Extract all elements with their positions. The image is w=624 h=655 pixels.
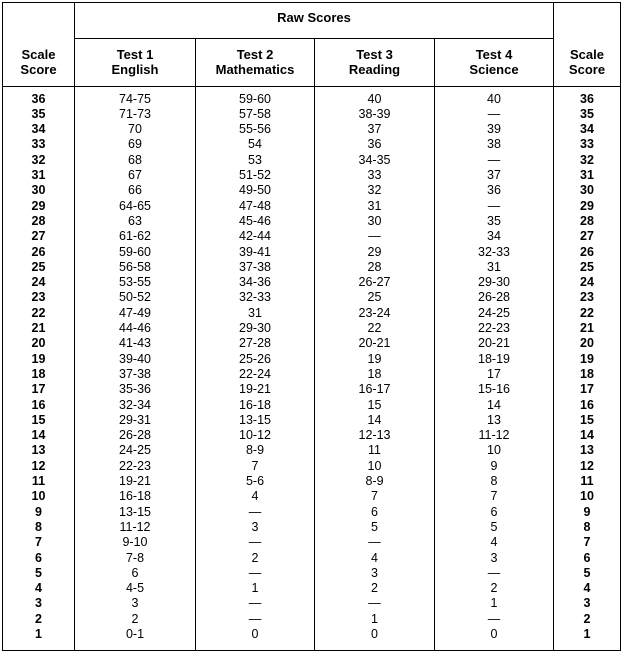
table-row — [3, 596, 622, 611]
math-raw-score: 16-18 — [239, 397, 271, 412]
english-raw-score: 11-12 — [119, 519, 151, 534]
english-raw-score: 56-58 — [119, 259, 151, 274]
scale-score-right: 25 — [580, 259, 594, 274]
english-raw-score: 71-73 — [119, 106, 151, 121]
scale-score-left: 3 — [35, 596, 42, 611]
table-row — [3, 474, 622, 489]
table-row — [3, 520, 622, 535]
reading-raw-score: 38-39 — [358, 106, 391, 121]
scale-score-right: 16 — [580, 397, 594, 412]
scale-score-left: 12 — [31, 458, 46, 473]
math-raw-score: 7 — [251, 458, 259, 473]
reading-raw-score: — — [368, 596, 381, 611]
scale-score-left: 16 — [31, 397, 46, 412]
table-row — [3, 627, 622, 642]
reading-raw-score: 12-13 — [358, 428, 391, 443]
math-raw-score: 49-50 — [239, 183, 271, 198]
table-row — [3, 168, 622, 183]
science-raw-score: 31 — [487, 259, 501, 274]
scale-score-left: 36 — [31, 91, 46, 106]
math-raw-score: 10-12 — [239, 428, 271, 443]
science-raw-score: 18-19 — [478, 351, 510, 366]
table-row — [3, 107, 622, 122]
reading-raw-score: — — [368, 535, 381, 550]
raw-scores-underline — [74, 38, 553, 39]
table-row — [3, 413, 622, 428]
math-raw-score: 34-36 — [239, 275, 271, 290]
table-row — [3, 489, 622, 504]
scale-score-left: 19 — [31, 351, 46, 366]
test2-number: Test 2 — [236, 47, 274, 62]
math-raw-score: 51-52 — [239, 168, 271, 182]
table-row — [3, 199, 622, 214]
scale-header-line2: Score — [20, 62, 57, 77]
science-raw-score: 4 — [490, 535, 498, 550]
header-bottom-rule — [3, 86, 620, 87]
math-raw-score: 57-58 — [239, 106, 271, 121]
reading-raw-score: 34-35 — [358, 152, 391, 167]
scale-score-right: 22 — [580, 305, 594, 320]
english-raw-score: 74-75 — [119, 91, 151, 106]
english-raw-score: 29-31 — [119, 412, 151, 427]
table-row — [3, 260, 622, 275]
reading-raw-score: 11 — [368, 443, 381, 458]
math-raw-score: — — [248, 535, 262, 550]
scale-score-right: 33 — [580, 137, 594, 152]
scale-score-right: 8 — [583, 519, 591, 534]
scale-score-right: 10 — [580, 489, 594, 504]
scale-score-left: 6 — [35, 550, 42, 565]
scale-score-left: 33 — [31, 137, 46, 152]
english-raw-score: 67 — [128, 168, 142, 182]
scale-score-right: 15 — [580, 412, 594, 427]
math-raw-score: 37-38 — [239, 259, 271, 274]
reading-raw-score: 10 — [367, 458, 382, 473]
table-row — [3, 290, 622, 305]
science-raw-score: 14 — [487, 397, 501, 412]
math-raw-score: 29-30 — [239, 321, 271, 335]
test4-subject: Science — [469, 62, 519, 77]
scale-score-right: 29 — [580, 198, 594, 213]
science-raw-score: 2 — [490, 581, 498, 596]
scale-score-left: 13 — [31, 443, 46, 458]
scale-score-left: 34 — [31, 122, 46, 137]
table-row — [3, 306, 622, 321]
scale-score-left: 26 — [31, 244, 46, 259]
scale-score-right: 7 — [583, 535, 591, 550]
reading-raw-score: 25 — [367, 290, 382, 305]
scale-score-right: 23 — [580, 290, 594, 305]
scale-score-right: 6 — [583, 550, 591, 565]
table-row — [3, 581, 622, 596]
science-raw-score: 13 — [487, 412, 501, 427]
english-raw-score: 69 — [128, 137, 142, 152]
english-raw-score: 50-52 — [119, 290, 151, 305]
scale-score-right: 21 — [580, 321, 594, 335]
math-raw-score: 22-24 — [239, 366, 271, 381]
table-row — [3, 428, 622, 443]
table-row — [3, 214, 622, 229]
scale-score-right: 18 — [580, 366, 594, 381]
science-raw-score: 6 — [490, 504, 498, 519]
science-raw-score: 22-23 — [478, 321, 510, 335]
english-raw-score: 0-1 — [125, 627, 145, 641]
table-row — [3, 443, 622, 458]
math-raw-score: 27-28 — [239, 336, 271, 351]
english-raw-score: 26-28 — [119, 428, 151, 443]
reading-raw-score: 1 — [371, 611, 378, 626]
reading-raw-score: 3 — [371, 565, 378, 580]
science-raw-score: 37 — [487, 168, 501, 182]
english-raw-score: 68 — [128, 152, 142, 167]
reading-raw-score: 18 — [367, 366, 382, 381]
science-raw-score: — — [487, 611, 501, 626]
science-raw-score: — — [487, 152, 501, 167]
science-raw-score: — — [487, 198, 501, 213]
test1-subject: English — [111, 62, 159, 77]
scale-score-right: 13 — [580, 443, 594, 458]
english-raw-score: 2 — [131, 611, 139, 626]
reading-raw-score: 36 — [367, 137, 382, 152]
english-raw-score: 64-65 — [119, 198, 151, 213]
scale-score-left: 17 — [31, 382, 46, 397]
science-raw-score: 32-33 — [478, 244, 510, 259]
reading-raw-score: 37 — [367, 122, 382, 137]
raw-scores-heading: Raw Scores — [277, 10, 351, 25]
table-row — [3, 122, 622, 137]
math-raw-score: — — [248, 596, 262, 611]
table-row — [3, 229, 622, 244]
table-row — [3, 551, 622, 566]
english-raw-score: 61-62 — [119, 229, 151, 244]
reading-raw-score: 23-24 — [358, 305, 391, 320]
table-row — [3, 612, 622, 627]
table-row — [3, 566, 622, 581]
math-raw-score: 4 — [251, 489, 259, 504]
english-raw-score: 3 — [131, 596, 139, 611]
science-raw-score: 15-16 — [478, 382, 510, 397]
scale-score-right: 20 — [580, 336, 594, 351]
table-row — [3, 505, 622, 520]
science-raw-score: 9 — [490, 458, 498, 473]
science-raw-score: 17 — [487, 366, 501, 381]
test3-header — [315, 47, 434, 77]
reading-raw-score: 4 — [371, 550, 378, 565]
test4-header — [435, 47, 553, 77]
math-raw-score: 45-46 — [239, 213, 271, 228]
english-raw-score: 7-8 — [125, 550, 145, 565]
scale-score-left: 2 — [35, 611, 42, 626]
scale-score-right: 17 — [580, 382, 594, 397]
science-raw-score: 29-30 — [478, 275, 510, 290]
english-raw-score: 22-23 — [119, 458, 151, 473]
scale-score-left: 18 — [31, 366, 46, 381]
scale-score-left: 5 — [35, 565, 42, 580]
scale-score-left: 11 — [31, 474, 46, 488]
math-raw-score: 3 — [251, 519, 259, 534]
scale-score-left: 15 — [31, 412, 46, 427]
reading-raw-score: 33 — [367, 168, 382, 182]
english-raw-score: 47-49 — [119, 305, 151, 320]
math-raw-score: 19-21 — [239, 382, 271, 397]
english-raw-score: 63 — [128, 213, 142, 228]
english-raw-score: 13-15 — [119, 504, 151, 519]
scale-score-left: 10 — [31, 489, 46, 504]
table-row — [3, 336, 622, 351]
scale-header-line1: Scale — [570, 47, 604, 62]
scale-score-right: 36 — [580, 91, 594, 106]
scale-score-left: 8 — [35, 519, 42, 534]
scale-score-left: 32 — [31, 152, 46, 167]
math-raw-score: 2 — [251, 550, 259, 565]
scale-score-right: 9 — [583, 504, 591, 519]
test3-number: Test 3 — [356, 47, 393, 62]
table-row — [3, 321, 622, 336]
scale-score-left: 23 — [31, 290, 46, 305]
table-row — [3, 183, 622, 198]
math-raw-score: 32-33 — [239, 290, 271, 305]
science-raw-score: 20-21 — [478, 336, 510, 351]
score-conversion-table — [2, 2, 621, 651]
english-raw-score: 66 — [128, 183, 142, 198]
scale-score-left: 22 — [31, 305, 46, 320]
scale-score-right: 27 — [580, 229, 594, 244]
table-row — [3, 382, 622, 397]
scale-score-left: 27 — [31, 229, 46, 244]
reading-raw-score: 20-21 — [358, 336, 391, 351]
scale-score-right: 31 — [580, 168, 594, 182]
test3-subject: Reading — [348, 62, 401, 77]
english-raw-score: 32-34 — [119, 397, 151, 412]
math-raw-score: 39-41 — [239, 244, 271, 259]
math-raw-score: 53 — [248, 152, 262, 167]
math-raw-score: 1 — [251, 581, 259, 596]
math-raw-score: 54 — [248, 137, 262, 152]
test2-header — [196, 47, 314, 77]
science-raw-score: 38 — [487, 137, 501, 152]
math-raw-score: — — [248, 504, 262, 519]
scale-score-left: 4 — [35, 581, 42, 596]
table-row — [3, 153, 622, 168]
scale-score-right: 34 — [580, 122, 594, 137]
scale-score-right: 5 — [583, 565, 591, 580]
reading-raw-score: 15 — [367, 397, 382, 412]
scale-score-right: 1 — [583, 627, 591, 641]
test1-number: Test 1 — [116, 47, 154, 62]
reading-raw-score: 26-27 — [358, 275, 391, 290]
science-raw-score: 36 — [487, 183, 501, 198]
science-raw-score: 0 — [490, 627, 498, 641]
reading-raw-score: 6 — [371, 504, 378, 519]
english-raw-score: 35-36 — [119, 382, 151, 397]
reading-raw-score: 31 — [367, 198, 382, 213]
science-raw-score: 1 — [490, 596, 498, 611]
science-raw-score: 35 — [487, 213, 501, 228]
scale-score-right: 4 — [583, 581, 591, 596]
science-raw-score: 24-25 — [478, 305, 510, 320]
scale-score-left: 35 — [31, 106, 46, 121]
scale-score-left: 20 — [31, 336, 46, 351]
scale-score-header-right — [554, 47, 620, 77]
english-raw-score: 19-21 — [119, 474, 151, 488]
reading-raw-score: 19 — [367, 351, 382, 366]
scale-score-left: 30 — [31, 183, 46, 198]
science-raw-score: 3 — [490, 550, 498, 565]
scale-score-left: 14 — [31, 428, 46, 443]
math-raw-score: — — [248, 611, 262, 626]
scale-score-right: 12 — [580, 458, 594, 473]
english-raw-score: 6 — [131, 565, 139, 580]
reading-raw-score: 22 — [367, 321, 382, 335]
test4-number: Test 4 — [475, 47, 513, 62]
table-row — [3, 398, 622, 413]
table-row — [3, 137, 622, 152]
scale-score-left: 29 — [31, 198, 46, 213]
reading-raw-score: 28 — [367, 259, 382, 274]
math-raw-score: — — [248, 565, 262, 580]
scale-score-right: 35 — [580, 106, 594, 121]
math-raw-score: 31 — [248, 305, 262, 320]
science-raw-score: 10 — [487, 443, 501, 458]
test1-header — [75, 47, 195, 77]
science-raw-score: 5 — [490, 519, 498, 534]
scale-score-right: 30 — [580, 183, 594, 198]
reading-raw-score: 40 — [367, 91, 382, 106]
english-raw-score: 37-38 — [119, 366, 151, 381]
math-raw-score: 8-9 — [245, 443, 265, 458]
scale-score-right: 24 — [580, 275, 594, 290]
reading-raw-score: 16-17 — [358, 382, 391, 397]
math-raw-score: 0 — [251, 627, 259, 641]
reading-raw-score: 0 — [371, 627, 378, 641]
table-row — [3, 352, 622, 367]
science-raw-score: 7 — [490, 489, 498, 504]
scale-score-right: 14 — [580, 428, 594, 443]
scale-score-right: 26 — [580, 244, 594, 259]
science-raw-score: 26-28 — [478, 290, 510, 305]
english-raw-score: 9-10 — [122, 535, 148, 550]
reading-raw-score: 14 — [367, 412, 382, 427]
reading-raw-score: 8-9 — [365, 474, 384, 488]
scale-score-left: 25 — [31, 259, 46, 274]
english-raw-score: 39-40 — [119, 351, 151, 366]
scale-score-right: 3 — [583, 596, 591, 611]
english-raw-score: 53-55 — [119, 275, 151, 290]
english-raw-score: 59-60 — [119, 244, 151, 259]
scale-header-line2: Score — [568, 62, 606, 77]
english-raw-score: 44-46 — [119, 321, 151, 335]
english-raw-score: 24-25 — [119, 443, 151, 458]
math-raw-score: 59-60 — [239, 91, 271, 106]
science-raw-score: — — [487, 106, 501, 121]
science-raw-score: — — [487, 565, 501, 580]
reading-raw-score: 32 — [367, 183, 382, 198]
scale-score-right: 11 — [580, 474, 594, 488]
table-row — [3, 275, 622, 290]
scale-score-left: 7 — [35, 535, 42, 550]
scale-score-left: 28 — [31, 213, 46, 228]
english-raw-score: 16-18 — [119, 489, 151, 504]
table-row — [3, 535, 622, 550]
math-raw-score: 47-48 — [239, 198, 271, 213]
reading-raw-score: 7 — [371, 489, 378, 504]
scale-score-header-left — [3, 47, 74, 77]
science-raw-score: 40 — [487, 91, 501, 106]
table-row — [3, 92, 622, 107]
scale-score-left: 9 — [35, 504, 42, 519]
table-row — [3, 245, 622, 260]
math-raw-score: 25-26 — [239, 351, 271, 366]
scale-score-right: 19 — [580, 351, 594, 366]
english-raw-score: 70 — [128, 122, 142, 137]
scale-score-left: 31 — [31, 168, 46, 182]
table-row — [3, 459, 622, 474]
reading-raw-score: 2 — [371, 581, 378, 596]
scale-score-left: 21 — [31, 321, 46, 335]
scale-score-right: 28 — [580, 213, 594, 228]
scale-header-line1: Scale — [21, 47, 56, 62]
scale-score-left: 24 — [31, 275, 46, 290]
english-raw-score: 41-43 — [119, 336, 151, 351]
test2-subject: Mathematics — [215, 62, 295, 77]
reading-raw-score: 29 — [367, 244, 382, 259]
table-row — [3, 367, 622, 382]
science-raw-score: 11-12 — [478, 428, 510, 443]
scale-score-right: 32 — [580, 152, 594, 167]
reading-raw-score: 5 — [371, 519, 378, 534]
science-raw-score: 34 — [487, 229, 501, 244]
math-raw-score: 13-15 — [239, 412, 271, 427]
english-raw-score: 4-5 — [125, 581, 145, 596]
math-raw-score: 42-44 — [239, 229, 271, 244]
scale-score-left: 1 — [35, 627, 42, 641]
reading-raw-score: 30 — [367, 213, 382, 228]
math-raw-score: 55-56 — [239, 122, 271, 137]
science-raw-score: 8 — [490, 474, 498, 488]
scale-score-right: 2 — [583, 611, 591, 626]
reading-raw-score: — — [368, 229, 381, 244]
science-raw-score: 39 — [487, 122, 501, 137]
math-raw-score: 5-6 — [245, 474, 265, 488]
